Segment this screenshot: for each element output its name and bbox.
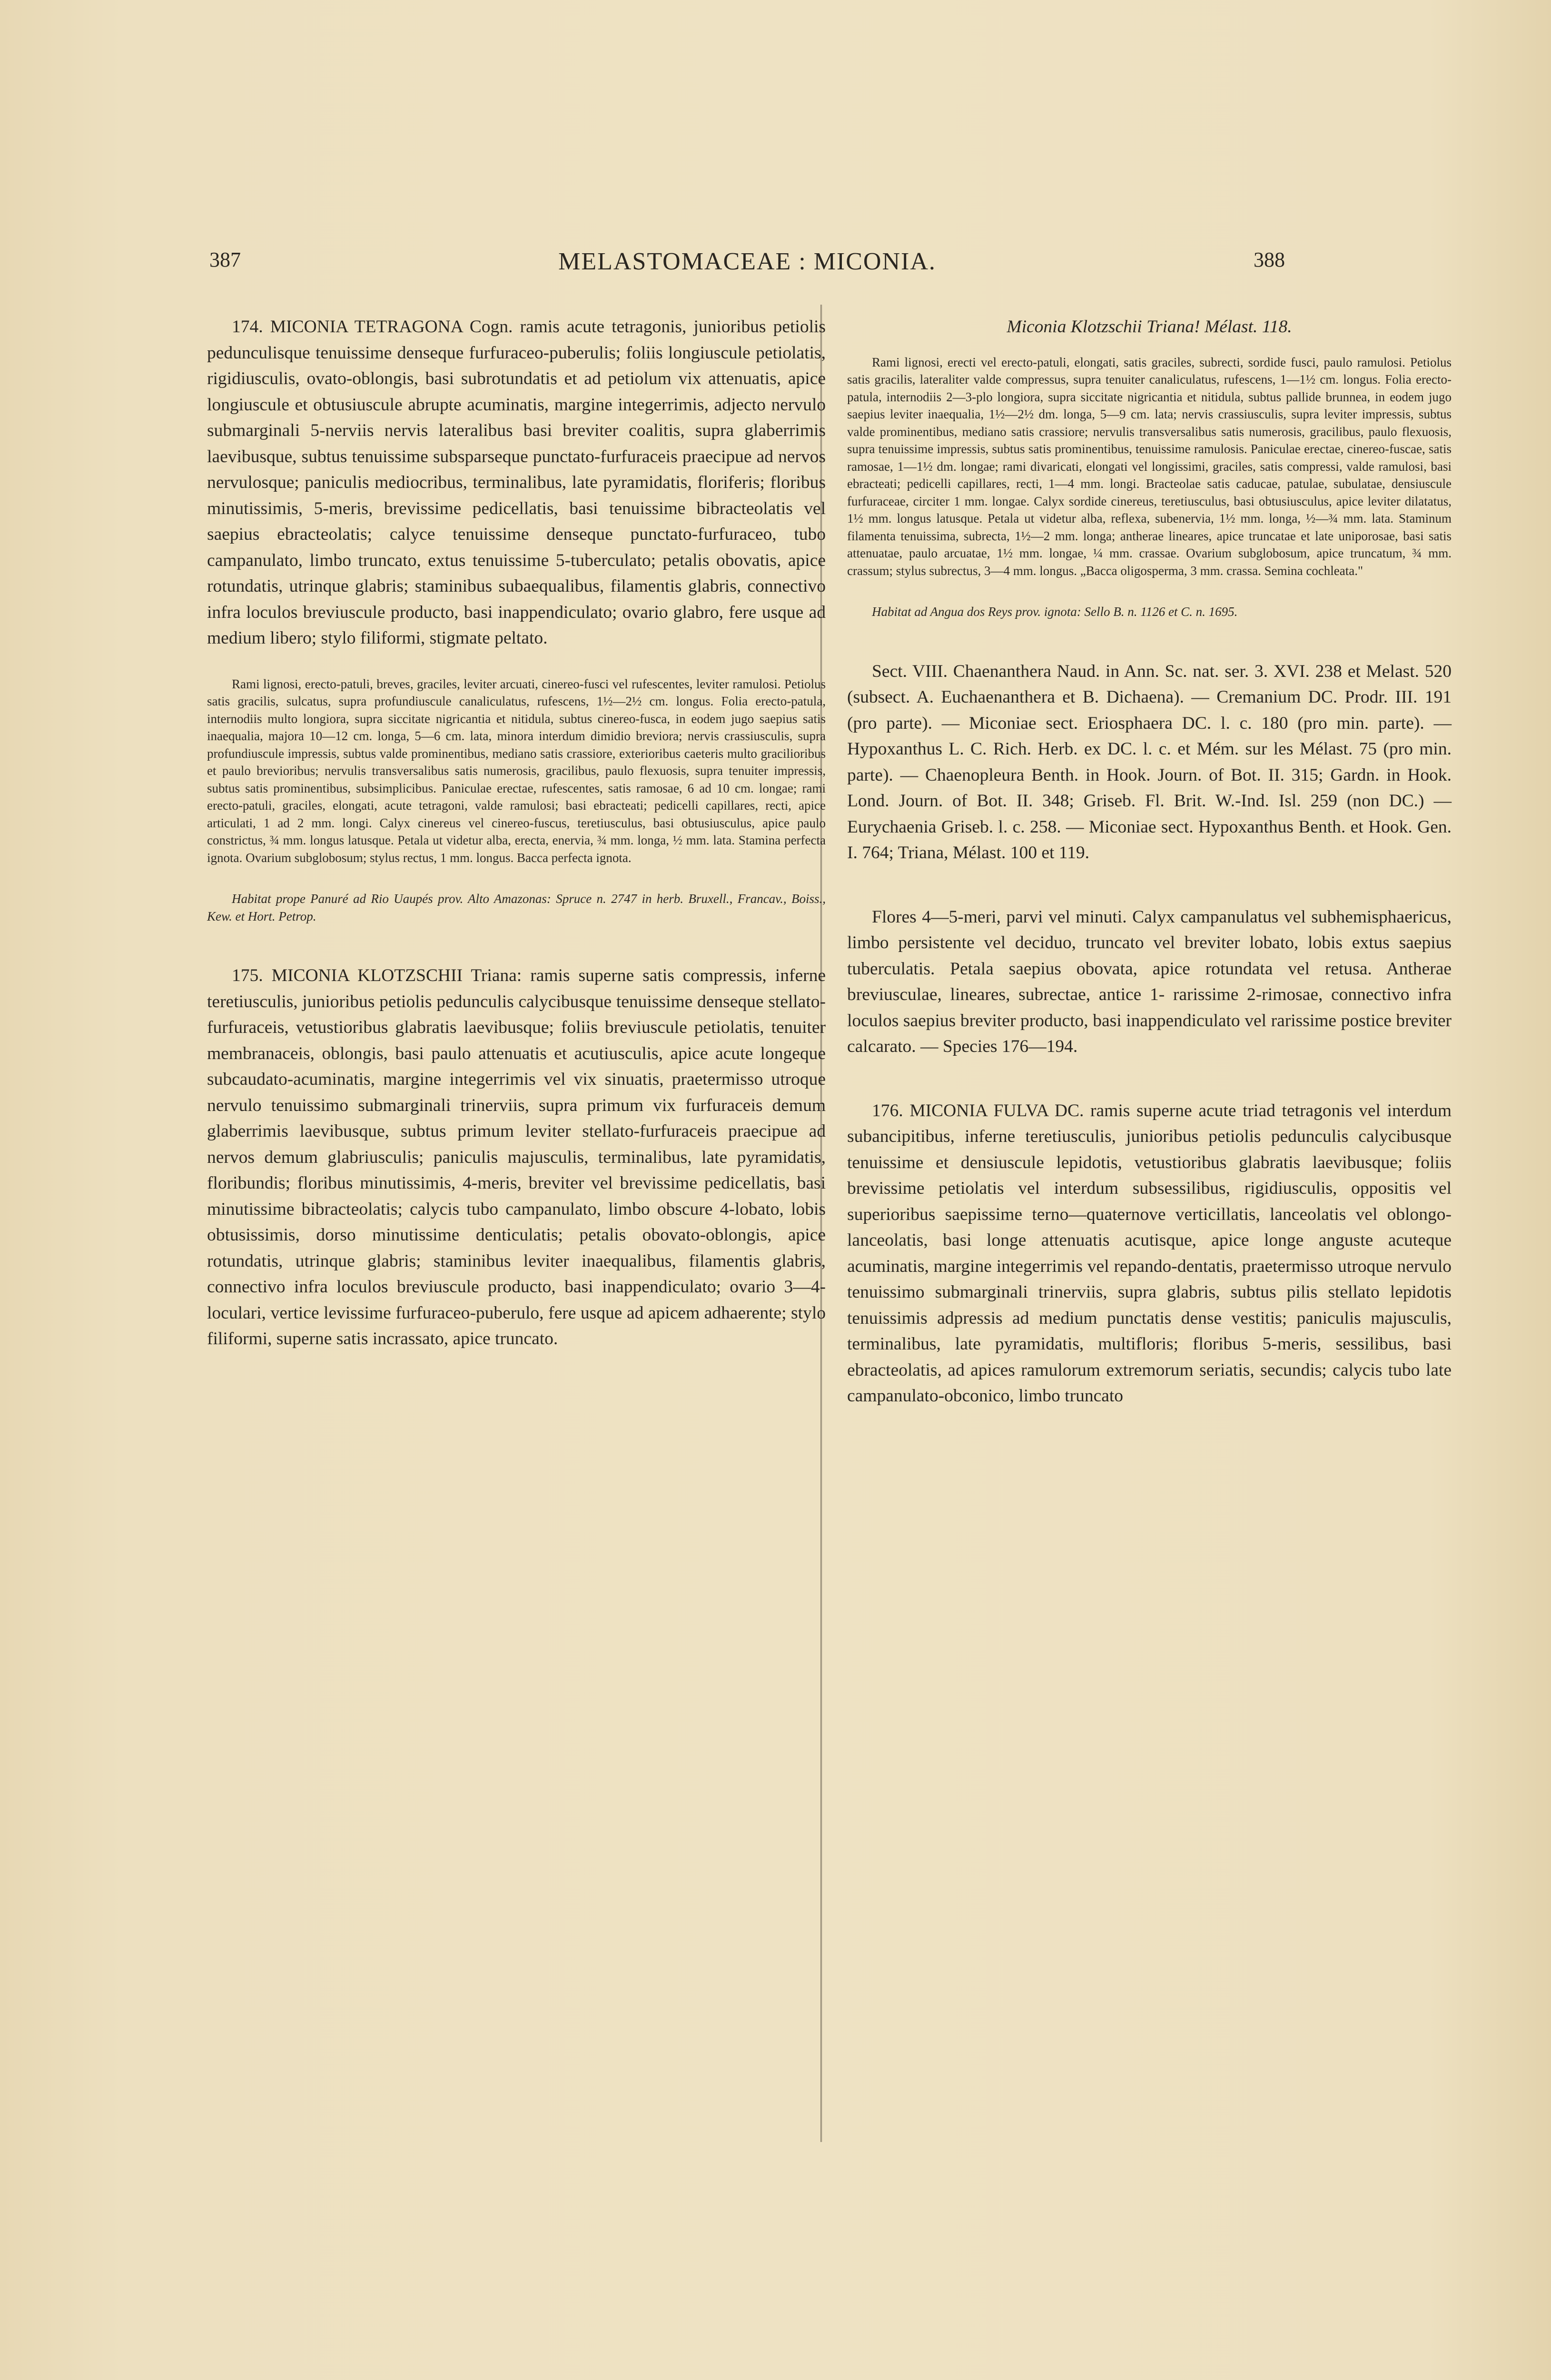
species-176-text: ramis superne acute triad tetragonis vel interdum subancipitibus, inferne teretiusculis, junioribus petiolis pedunculis calycibusque tenuissime et densiuscule lepidotis, vetustioribus glabratis laevibusque; foliis brevissime petiolatis vel interdum subsessilibus, rigidiusculis, oppositis vel superioribus saepissime terno—quaternove verticillatis, lanceolatis vel oblongo-lanceolatis, basi longe attenuatis acutisque, apice longe anguste acuteque acuminatis, margine integerrimis vel repando-dentatis, praetermisso utroque nervulo tenuissimo submarginali trinerviis, supra glabris, subtus pilis stellato lepidotis tenuissimis adpressis ad medium punctatis dense vestitis; paniculis majusculis, terminalibus, late pyramidatis, multifloris; floribus 5-meris, sessilibus, basi ebracteolatis, ad apices ramulorum extremorum seriatis, secundis; calycis tubo late campanulato-obconico, limbo truncato [847, 1101, 1452, 1406]
species-175-diagnosis [207, 963, 826, 1352]
page-number-left: 387 [209, 248, 241, 271]
section-8-heading: Sect. VIII. Chaenanthera Naud. in Ann. Sc. nat. ser. 3. XVI. 238 et Melast. 520 (subsect. A. Euchaenanthera et B. Dichaena). — Cremanium DC. Prodr. III. 191 (pro parte). — Miconiae sect. Eriosphaera DC. l. c. 180 (pro min. parte). — Hypoxanthus L. C. Rich. Herb. ex DC. l. c. et Mém. sur les Mélast. 75 (pro min. parte). — Chaenopleura Benth. in Hook. Journ. of Bot. II. 315; Gardn. in Hook. Lond. Journ. of Bot. II. 348; Griseb. Fl. Brit. W.-Ind. Isl. 259 (non DC.) — Eurychaenia Griseb. l. c. 258. — Miconiae sect. Hypoxanthus Benth. et Hook. Gen. I. 764; Triana, Mélast. 100 et 119. [847, 661, 1452, 863]
section-8-description: Flores 4—5-meri, parvi vel minuti. Calyx campanulatus vel subhemisphaericus, limbo persistente vel deciduo, truncato vel breviter lobato, lobis extus saepius tuberculatis. Petala saepius obovata, apice rotundata vel retusa. Antherae breviusculae, lineares, subrectae, antice 1- rarissime 2-rimosae, connectivo infra loculos saepius breviter producto, basi inappendiculato vel rarissime postice breviter calcarato. — Species 176—194. [847, 907, 1452, 1056]
running-title: MELASTOMACEAE : MICONIA. [558, 248, 936, 275]
left-column [207, 314, 826, 1352]
page-number-right: 388 [1254, 248, 1285, 271]
species-174-text: ramis acute tetragonis, junioribus petiolis pedunculisque tenuissime denseque furfuraceo-puberulis; foliis longiuscule petiolatis, rigidiusculis, ovato-oblongis, basi subrotundatis et ad petiolum vix attenuatis, apice longiuscule et obtusiuscule abrupte acuminatis, margine integerrimis, adjecto nervulo submarginali 5-nerviis nervis lateralibus basi breviter coalitis, supra glaberrimis laevibusque, subtus tenuissime subsparseque punctato-furfuraceis praecipue ad nervos nervulosque; paniculis mediocribus, terminalibus, late pyramidatis, floriferis; floribus minutissimis, 5-meris, brevissime pedicellatis, basi tenuissime bibracteolatis vel saepius ebracteolatis; calyce tenuissime denseque punctato-furfuraceo, tubo campanulato, limbo truncato, extus tenuissime 5-tuberculato; petalis obovatis, apice rotundatis, utrinque glabris; staminibus subaequalibus, filamentis glabris, connectivo infra loculos breviuscule producto, basi inappendiculato; ovario glabro, fere usque ad medium libero; stylo filiformi, stigmate peltato. [207, 317, 826, 648]
species-175-habitat: Habitat ad Angua dos Reys prov. ignota: Sello B. n. 1126 et C. n. 1695. [872, 605, 1238, 619]
right-column [847, 314, 1452, 1409]
species-176-heading: 176. MICONIA FULVA DC. [872, 1101, 1084, 1121]
species-174-description: Rami lignosi, erecto-patuli, breves, graciles, leviter arcuati, cinereo-fusci vel rufescentes, leviter ramulosi. Petiolus satis gracilis, sulcatus, supra profundiuscule canaliculatus, rufescens, 1½—2½ cm. longus. Folia erecto-patula, internodiis multo longiora, supra siccitate nigricantia et nitidula, subtus cinereo-fusca, in eodem jugo saepius satis inaequalia, majora 10—12 cm. longa, 5—6 cm. lata, minora interdum dimidio breviora; nervis crassiusculis, supra profundiuscule impressis, subtus valde prominentibus, mediano satis crassiore, exterioribus caeteris multo gracilioribus et paulo brevioribus; nervulis transversalibus satis numerosis, gracilibus, paulo flexuosis, supra tenuiter impressis, subtus satis prominentibus, subsimplicibus. Paniculae erectae, rufescentes, satis ramosae, 6 ad 10 cm. longae; rami erecto-patuli, graciles, elongati, acute tetragoni, valde ramulosi; basi ebracteati; pedicelli capillares, recti, apice articulati, 1 ad 2 mm. longi. Calyx cinereus vel cinereo-fuscus, teretiusculus, basi obtusiusculus, apice paulo constrictus, ¾ mm. longus latusque. Petala ut videtur alba, erecta, enervia, ¾ mm. longa, ½ mm. lata. Stamina perfecta ignota. Ovarium subglobosum; stylus rectus, 1 mm. longus. Bacca perfecta ignota. [207, 676, 826, 865]
species-174-heading: 174. MICONIA TETRAGONA Cogn. [232, 317, 513, 337]
species-175-text: ramis superne satis compressis, inferne teretiusculis, junioribus petiolis pedunculis calycibusque tenuissime denseque stellato-furfuraceis, vetustioribus glabratis laevibusque; foliis breviuscule petiolatis, tenuiter membranaceis, oblongis, basi paulo attenuatis et acutiusculis, apice acute longeque subcaudato-acuminatis, margine integerrimis vel vix sinuatis, praetermisso utroque nervulo tenuissimo submarginali trinerviis, supra primum vix furfuraceis demum glaberrimis laevibusque, subtus primum leviter stellato-furfuraceis praecipue ad nervos demum glabriusculis; paniculis majusculis, terminalibus, late pyramidatis, floribundis; floribus minutissimis, 4-meris, breviter vel brevissime pedicellatis, basi minutissime bibracteolatis; calycis tubo campanulato, limbo obscure 4-lobato, lobis obtusissimis, dorso minutissime denticulatis; petalis obovato-oblongis, apice rotundatis, utrinque glabris; staminibus leviter inaequalibus, filamentis glabris, connectivo infra loculos breviuscule producto, basi inappendiculato; ovario 3—4-loculari, vertice levissime furfuraceo-puberulo, fere usque ad apicem adhaerente; stylo filiformi, superne satis incrassato, apice truncato. [207, 966, 826, 1349]
species-174-diagnosis [207, 314, 826, 652]
species-176-diagnosis [847, 1098, 1452, 1409]
species-174-habitat: Habitat prope Panuré ad Rio Uaupés prov. Alto Amazonas: Spruce n. 2747 in herb. Bruxell., Francav., Boiss., Kew. et Hort. Petrop. [207, 892, 826, 923]
running-head [209, 248, 1285, 286]
species-175-synonym: Miconia Klotzschii Triana! Mélast. 118. [1007, 317, 1292, 337]
species-175-heading: 175. MICONIA KLOTZSCHII Triana: [232, 966, 522, 985]
species-175-description: Rami lignosi, erecti vel erecto-patuli, elongati, satis graciles, subrecti, sordide fusci, paulo ramulosi. Petiolus satis gracilis, lateraliter valde compressus, supra tenuiter canaliculatus, rufescens, 1—1½ cm. longus. Folia erecto-patula, internodiis 2—3-plo longiora, supra siccitate nigricantia et nitidula, subtus pallide brunnea, in eodem jugo saepius leviter inaequalia, 1½—2½ dm. longa, 5—9 cm. lata; nervis crassiusculis, supra leviter impressis, subtus valde prominentibus, mediano satis crassiore; nervulis transversalibus satis numerosis, gracilibus, paulo flexuosis, supra tenuissime impressis, subtus satis prominentibus, tenuissime ramulosis. Paniculae erectae, cinereo-fuscae, satis ramosae, 1—1½ dm. longae; rami divaricati, elongati vel longissimi, graciles, satis compressi, valde ramulosi, basi ebracteati; pedicelli capillares, recti, 1—4 mm. longi. Bracteolae satis caducae, patulae, subulatae, densiuscule furfuraceae, circiter 1 mm. longae. Calyx sordide cinereus, teretiusculus, basi obtusiusculus, apice leviter dilatatus, 1½ mm. longus latusque. Petala ut videtur alba, reflexa, subenervia, 1½ mm. longa, ½—¾ mm. lata. Staminum filamenta tenuissima, subrecta, 1½—2 mm. longa; antherae lineares, apice truncatae et late uniporosae, basi satis attenuatae, paulo arcuatae, 1½ mm. longae, ¼ mm. crassae. Ovarium subglobosum, apice truncatum, ¾ mm. crassum; stylus subrectus, 3—4 mm. longus. „Bacca oligosperma, 3 mm. crassa. Semina cochleata." [847, 355, 1452, 578]
